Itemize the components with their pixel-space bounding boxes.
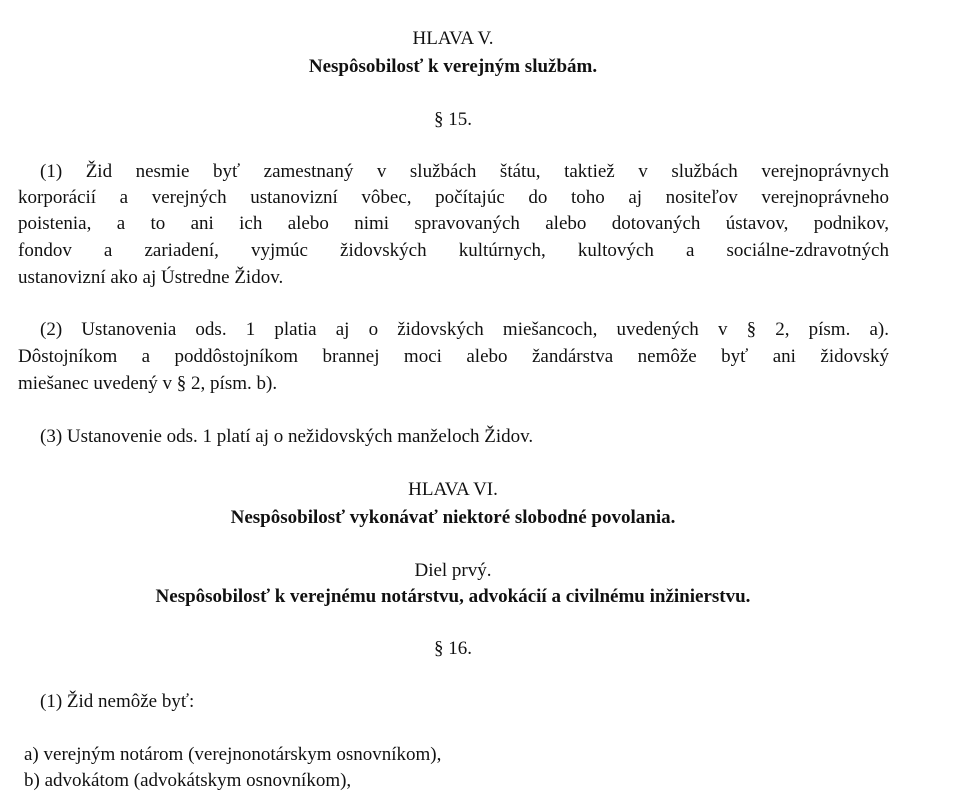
section-16-item-a: a) verejným notárom (verejnonotárskym osnovníkom), xyxy=(24,744,442,765)
section-15-para-1-line-2: korporácií a verejných ustanovizní vôbec, počítajúc do toho aj nositeľov verejnoprávneho xyxy=(18,187,889,208)
section-16-para-1: (1) Žid nemôže byť: xyxy=(40,691,195,712)
chapter-v-title: Nespôsobilosť k verejným službám. xyxy=(308,56,598,77)
section-15-para-1-line-5: ustanovizní ako aj Ústredne Židov. xyxy=(18,267,284,288)
chapter-vi-title: Nespôsobilosť vykonávať niektoré slobodné povolania. xyxy=(230,507,676,528)
section-16-item-b: b) advokátom (advokátskym osnovníkom), xyxy=(24,770,352,791)
part-one-title: Nespôsobilosť k verejnému notárstvu, advokácií a civilnému inžinierstvu. xyxy=(155,586,751,607)
section-16-symbol: § 16. xyxy=(434,638,472,659)
section-15-para-3: (3) Ustanovenie ods. 1 platí aj o nežidovských manželoch Židov. xyxy=(40,426,534,447)
section-15-para-2-line-3: miešanec uvedený v § 2, písm. b). xyxy=(18,373,278,394)
section-15-para-1-line-4: fondov a zariadení, vyjmúc židovských kultúrnych, kultových a sociálne-zdravotných xyxy=(18,240,889,261)
section-15-symbol: § 15. xyxy=(434,109,472,130)
section-15-para-2-line-2: Dôstojníkom a poddôstojníkom brannej moci alebo žandárstva nemôže byť ani židovský xyxy=(18,346,889,367)
part-one-heading: Diel prvý. xyxy=(414,560,492,581)
chapter-vi-heading: HLAVA VI. xyxy=(408,479,498,500)
chapter-v-heading: HLAVA V. xyxy=(412,28,494,49)
section-15-para-1-line-1: (1) Žid nesmie byť zamestnaný v službách štátu, taktiež v službách verejnoprávnych xyxy=(40,161,889,182)
section-15-para-1-line-3: poistenia, a to ani ich alebo nimi spravovaných alebo dotovaných ústavov, podnikov, xyxy=(18,213,889,234)
section-15-para-2-line-1: (2) Ustanovenia ods. 1 platia aj o židovských miešancoch, uvedených v § 2, písm. a). xyxy=(40,319,889,340)
